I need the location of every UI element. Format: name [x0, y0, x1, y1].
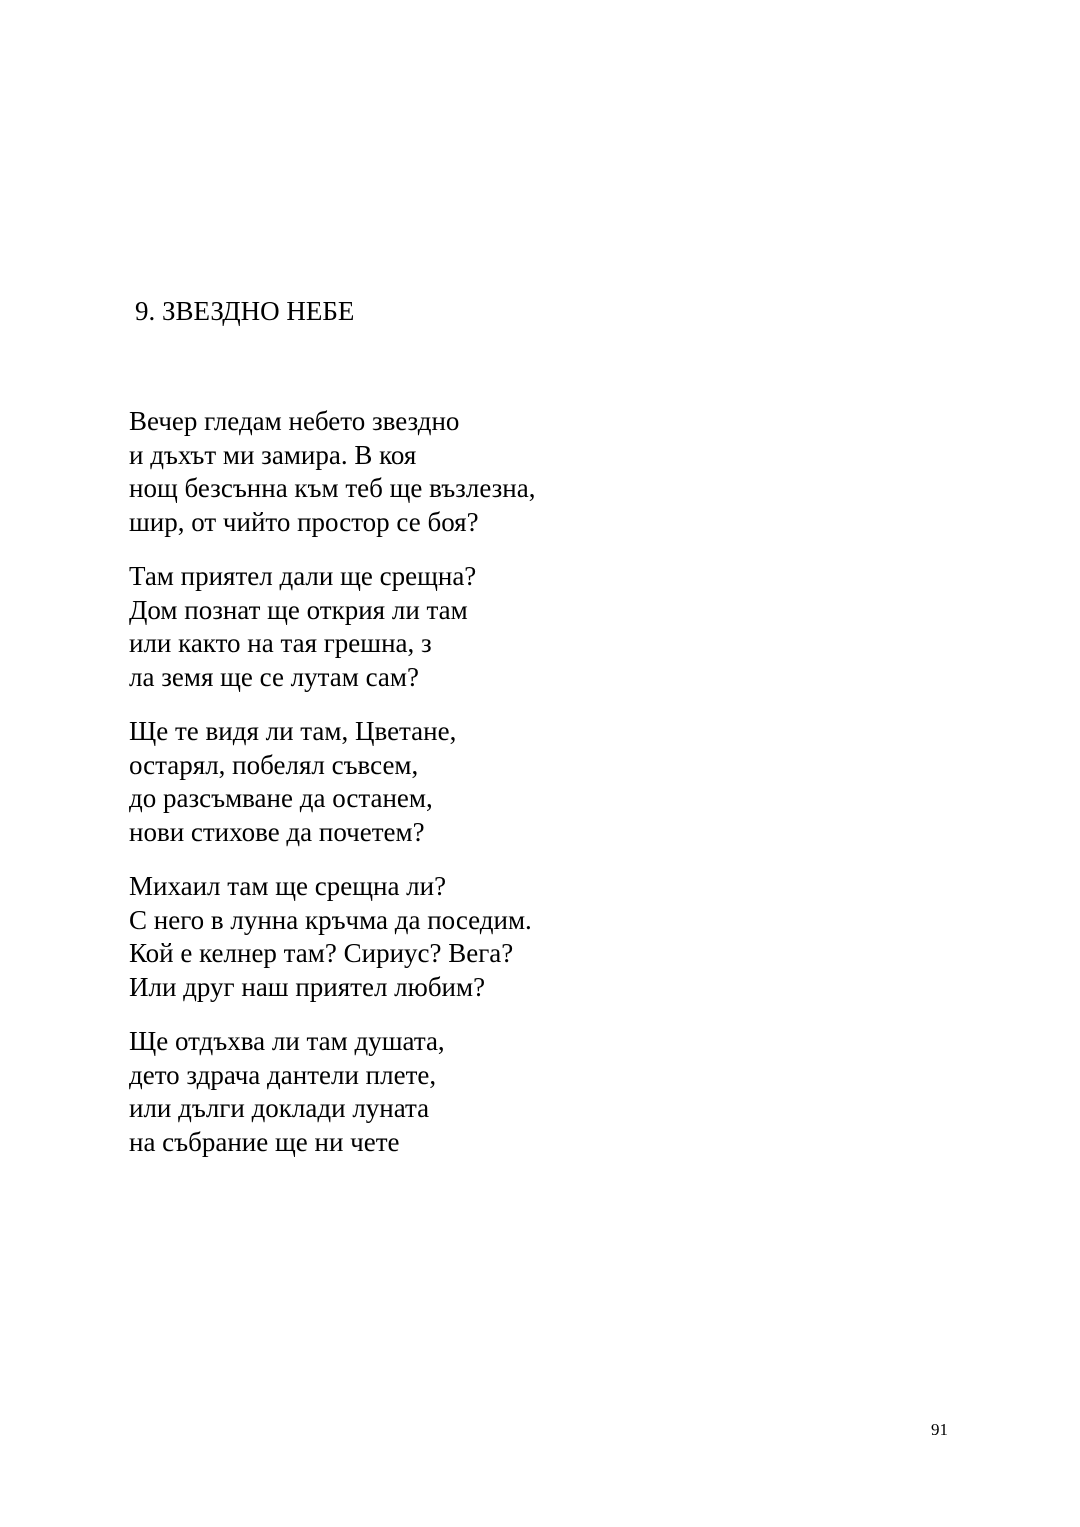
poem-line: Ще те видя ли там, Цветане,: [129, 716, 457, 746]
poem-line: Ще отдъхва ли там душата,: [129, 1026, 445, 1056]
poem-line: Там приятел дали ще срещна?: [129, 561, 477, 591]
poem-line: шир, от чийто простор се боя?: [129, 506, 479, 537]
poem-line: Михаил там ще срещна ли?: [129, 871, 447, 901]
poem-line: до разсъмване да останем,: [129, 783, 433, 813]
poem-line: Или друг наш приятел любим?: [129, 971, 486, 1002]
poem-line: ла земя ще се лутам сам?: [129, 661, 419, 692]
poem-line: С него в лунна кръчма да поседим.: [129, 904, 532, 935]
poem-line: и дъхът ми замира. В коя: [129, 439, 417, 470]
poem-line: Вечер гледам небето звездно: [129, 406, 460, 436]
stanza-5: [129, 1025, 929, 1159]
poem-line: Кой е келнер там? Сириус? Вега?: [129, 938, 514, 968]
stanza-4: [129, 870, 929, 1004]
poem-line: Дом познат ще открия ли там: [129, 594, 468, 625]
poem-line: или както на тая грешна, з: [129, 628, 432, 658]
stanza-2: [129, 560, 929, 694]
poem-line: на събрание ще ни чете: [129, 1126, 400, 1157]
poem-line: дето здрача дантели плете,: [129, 1059, 437, 1090]
poem-line: нощ безсънна към теб ще възлезна,: [129, 473, 536, 503]
poem-line: нови стихове да почетем?: [129, 816, 425, 847]
poem-body: [129, 405, 929, 1180]
page-number: 91: [931, 1420, 948, 1439]
poem-title: 9. ЗВЕЗДНО НЕБЕ: [135, 296, 355, 326]
stanza-1: [129, 405, 929, 539]
stanza-3: [129, 715, 929, 849]
poem-line: остарял, побелял съвсем,: [129, 749, 419, 780]
poem-line: или дълги доклади луната: [129, 1093, 430, 1123]
